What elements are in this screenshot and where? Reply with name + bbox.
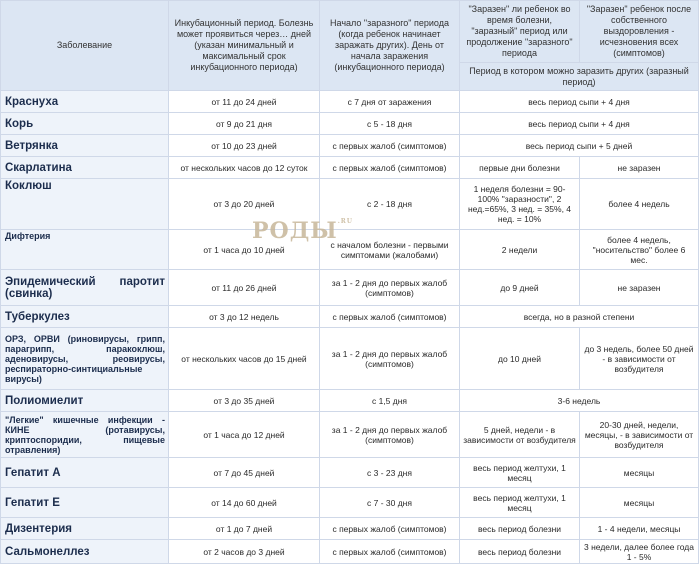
disease-name: Сальмонеллез	[1, 540, 169, 564]
contagious-start-cell: с 5 - 18 дня	[320, 113, 460, 135]
disease-name: Дизентерия	[1, 518, 169, 540]
incubation-cell: от 3 до 12 недель	[169, 306, 320, 328]
incubation-cell: от 7 до 45 дней	[169, 458, 320, 488]
disease-name: Краснуха	[1, 91, 169, 113]
table-row	[1, 390, 699, 412]
disease-name: Скарлатина	[1, 157, 169, 179]
contagious-start-cell: за 1 - 2 дня до первых жалоб (симптомов)	[320, 412, 460, 458]
table-row	[1, 135, 699, 157]
disease-name: Гепатит Е	[1, 488, 169, 518]
after-recovery-cell: 1 - 4 недели, месяцы	[580, 518, 699, 540]
during-illness-cell: до 9 дней	[460, 270, 580, 306]
during-illness-cell: 5 дней, недели - в зависимости от возбудителя	[460, 412, 580, 458]
infectious-period-cell: весь период сыпи + 5 дней	[460, 135, 699, 157]
after-recovery-cell: месяцы	[580, 458, 699, 488]
disease-name: Корь	[1, 113, 169, 135]
disease-name: Эпидемический паротит (свинка)	[1, 270, 169, 306]
incubation-cell: от нескольких часов до 15 дней	[169, 328, 320, 390]
during-illness-cell: весь период болезни	[460, 518, 580, 540]
incubation-cell: от 11 до 24 дней	[169, 91, 320, 113]
after-recovery-cell: более 4 недель, "носительство" более 6 мес.	[580, 230, 699, 270]
infectious-period-cell: 3-6 недель	[460, 390, 699, 412]
during-illness-cell: до 10 дней	[460, 328, 580, 390]
contagious-start-cell: за 1 - 2 дня до первых жалоб (симптомов)	[320, 270, 460, 306]
incubation-cell: от 10 до 23 дней	[169, 135, 320, 157]
after-recovery-cell: не заразен	[580, 157, 699, 179]
after-recovery-cell: 3 недели, далее более года 1 - 5%	[580, 540, 699, 564]
during-illness-cell: 2 недели	[460, 230, 580, 270]
table-row	[1, 306, 699, 328]
infectious-period-cell: всегда, но в разной степени	[460, 306, 699, 328]
table-row	[1, 91, 699, 113]
contagious-start-cell: за 1 - 2 дня до первых жалоб (симптомов)	[320, 328, 460, 390]
incubation-cell: от нескольких часов до 12 суток	[169, 157, 320, 179]
table-row	[1, 113, 699, 135]
table-row	[1, 488, 699, 518]
contagious-start-cell: с первых жалоб (симптомов)	[320, 306, 460, 328]
disease-name: Ветрянка	[1, 135, 169, 157]
after-recovery-cell: 20-30 дней, недели, месяцы, - в зависимости от возбудителя	[580, 412, 699, 458]
contagious-start-cell: с 3 - 23 дня	[320, 458, 460, 488]
incubation-cell: от 11 до 26 дней	[169, 270, 320, 306]
after-recovery-cell: месяцы	[580, 488, 699, 518]
after-recovery-cell: не заразен	[580, 270, 699, 306]
header-after-recovery: "Заразен" ребенок после собственного выздоровления - исчезновения всех (симптомов)	[580, 1, 699, 63]
table-row	[1, 328, 699, 390]
watermark-logo: $РОДЫ^{.RU}$	[252, 218, 354, 244]
table-row	[1, 518, 699, 540]
contagious-start-cell: с 2 - 18 дня	[320, 179, 460, 230]
header-incubation: Инкубационный период. Болезнь может проявиться через… дней (указан минимальный и максимальный срок инкубационного периода)	[169, 1, 320, 91]
disease-name: "Легкие" кишечные инфекции - КИНЕ (ротавирусы, криптоспоридии, пищевые отравления)	[1, 412, 169, 458]
during-illness-cell: 1 неделя болезни = 90-100% "заразности", 2 нед.=65%, 3 нед. = 35%, 4 нед. = 10%	[460, 179, 580, 230]
disease-name: Туберкулез	[1, 306, 169, 328]
table-row	[1, 157, 699, 179]
contagious-start-cell: с началом болезни - первыми симптомами (жалобами)	[320, 230, 460, 270]
after-recovery-cell: до 3 недель, более 50 дней - в зависимости от возбудителя	[580, 328, 699, 390]
disease-name: Полиомиелит	[1, 390, 169, 412]
contagious-start-cell: с первых жалоб (симптомов)	[320, 540, 460, 564]
contagious-start-cell: с первых жалоб (симптомов)	[320, 157, 460, 179]
incubation-cell: от 3 до 35 дней	[169, 390, 320, 412]
during-illness-cell: весь период желтухи, 1 месяц	[460, 488, 580, 518]
disease-name: Коклюш	[1, 179, 169, 230]
table-row	[1, 230, 699, 270]
header-contagious-start: Начало "заразного" периода (когда ребенок начинает заражать других). День от начала заражения (инкубационного периода)	[320, 1, 460, 91]
incubation-cell: от 1 часа до 10 дней	[169, 230, 320, 270]
header-infectious-period: Период в котором можно заразить других (заразный период)	[460, 63, 699, 91]
during-illness-cell: первые дни болезни	[460, 157, 580, 179]
contagious-start-cell: с 1,5 дня	[320, 390, 460, 412]
header-disease: Заболевание	[1, 1, 169, 91]
contagious-start-cell: с 7 дня от заражения	[320, 91, 460, 113]
incubation-cell: от 2 часов до 3 дней	[169, 540, 320, 564]
during-illness-cell: весь период болезни	[460, 540, 580, 564]
incubation-cell: от 9 до 21 дня	[169, 113, 320, 135]
header-during-illness: "Заразен" ли ребенок во время болезни, "заразный" период или продолжение "заразного" периода	[460, 1, 580, 63]
contagious-start-cell: с 7 - 30 дня	[320, 488, 460, 518]
disease-name: Дифтерия	[1, 230, 169, 270]
table-row	[1, 412, 699, 458]
disease-name: Гепатит А	[1, 458, 169, 488]
infectious-period-cell: весь период сыпи + 4 дня	[460, 91, 699, 113]
table-row	[1, 270, 699, 306]
contagious-start-cell: с первых жалоб (симптомов)	[320, 135, 460, 157]
during-illness-cell: весь период желтухи, 1 месяц	[460, 458, 580, 488]
incubation-cell: от 14 до 60 дней	[169, 488, 320, 518]
table-row	[1, 179, 699, 230]
disease-name: ОРЗ, ОРВИ (риновирусы, грипп, парагрипп, паракоклюш, аденовирусы, реовирусы, респираторно-синтициальные вирусы)	[1, 328, 169, 390]
incubation-cell: от 3 до 20 дней	[169, 179, 320, 230]
contagious-start-cell: с первых жалоб (симптомов)	[320, 518, 460, 540]
infectious-period-cell: весь период сыпи + 4 дня	[460, 113, 699, 135]
incubation-cell: от 1 до 7 дней	[169, 518, 320, 540]
table-row	[1, 458, 699, 488]
after-recovery-cell: более 4 недель	[580, 179, 699, 230]
incubation-cell: от 1 часа до 12 дней	[169, 412, 320, 458]
table-row	[1, 540, 699, 564]
